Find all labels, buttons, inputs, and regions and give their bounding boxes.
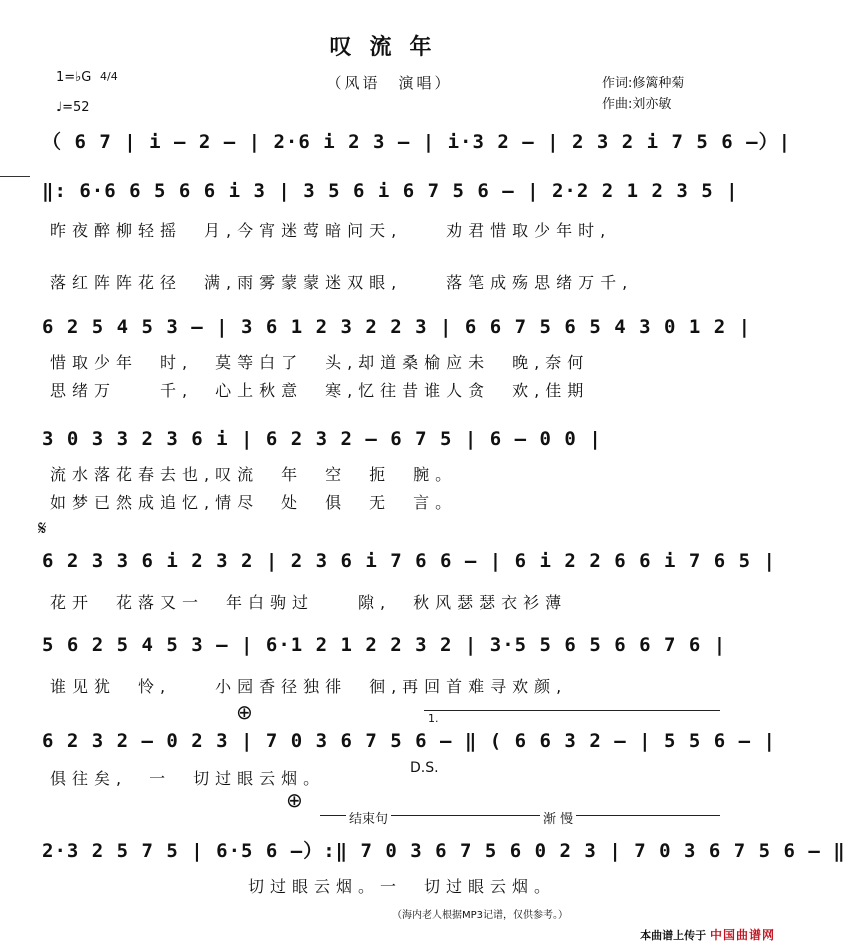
notation-row-8: 2·3 2 5 7 5 | 6·5 6 –）:‖ 7 0 3 6 7 5 6 0 2 3 | 7 0 3 6 7 5 6 – ‖ bbox=[42, 840, 846, 862]
notation-row-2: ‖: 6·6 6 5 6 6 i 3 | 3 5 6 i 6 7 5 6 – | 2·2 2 1 2 3 5 | bbox=[42, 180, 739, 202]
upload-label: 本曲谱上传于 bbox=[640, 929, 707, 942]
transcription-note: （海内老人根据MP3记谱，仅供参考。） bbox=[391, 910, 569, 921]
notation-row-4: 3 0 3 3 2 3 6 i | 6 2 3 2 – 6 7 5 | 6 – 0 0 | bbox=[42, 428, 602, 450]
margin-mark bbox=[0, 176, 30, 177]
tempo-marking: ♩=52 bbox=[56, 100, 90, 115]
lyric-row-3-verse-1: 惜取少年 时, 莫等白了 头,却道桑榆应未 晚,奈何 bbox=[50, 353, 590, 372]
key-signature: 1=♭G bbox=[56, 70, 92, 85]
dal-segno-marking: D.S. bbox=[410, 760, 439, 776]
notation-row-6: 5 6 2 5 4 5 3 – | 6·1 2 1 2 2 3 2 | 3·5 5 6 5 6 6 7 6 | bbox=[42, 634, 727, 656]
lyric-row-8: 切过眼云烟。一 切过眼云烟。 bbox=[50, 877, 557, 896]
coda-sign-2: ⊕ bbox=[286, 788, 303, 812]
ritardando-label: 渐 慢 bbox=[540, 808, 576, 827]
song-title: 叹流年 bbox=[329, 35, 450, 60]
lyric-row-2-verse-2: 落红阵阵花径 满,雨雾蒙蒙迷双眼, 落笔成殇思绪万千, bbox=[50, 273, 634, 292]
time-signature: 4/4 bbox=[100, 70, 118, 83]
composer-credit: 作曲:刘亦敏 bbox=[602, 97, 672, 112]
upload-credit bbox=[640, 926, 775, 943]
site-logo: 中国曲谱网 bbox=[709, 928, 775, 942]
notation-row-1: （ 6 7 | i – 2 – | 2·6 i 2 3 – | i·3 2 – | 2 3 2 i 7 5 6 –）| bbox=[42, 131, 792, 153]
notation-row-7: 6 2 3 2 – 0 2 3 | 7 0 3 6 7 5 6 – ‖ ( 6 6 3 2 – | 5 5 6 – | bbox=[42, 730, 776, 752]
notation-row-5: 6 2 3 3 6 i 2 3 2 | 2 3 6 i 7 6 6 – | 6 i 2 2 6 6 i 7 6 5 | bbox=[42, 550, 776, 572]
lyric-row-3-verse-2: 思绪万 千, 心上秋意 寒,忆往昔谁人贪 欢,佳期 bbox=[50, 381, 590, 400]
lyric-row-7: 俱往矣, 一 切过眼云烟。 bbox=[50, 769, 326, 788]
lyric-row-5: 花开 花落又一 年白驹过 隙, 秋风瑟瑟衣衫薄 bbox=[50, 593, 568, 612]
lyric-row-2-verse-1: 昨夜醉柳轻摇 月,今宵迷莺暗问天, 劝君惜取少年时, bbox=[50, 221, 612, 240]
volta-number: 1. bbox=[428, 712, 439, 725]
performer: （风语 演唱） bbox=[326, 74, 453, 92]
lyric-row-6: 谁见犹 怜, 小园香径独徘 徊,再回首难寻欢颜, bbox=[50, 677, 568, 696]
coda-sign-1: ⊕ bbox=[236, 700, 253, 724]
volta-bracket bbox=[424, 710, 720, 711]
lyric-row-4-verse-2: 如梦已然成追忆,情尽 处 俱 无 言。 bbox=[50, 493, 458, 512]
ending-label: 结束句 bbox=[346, 808, 391, 827]
lyric-row-4-verse-1: 流水落花春去也,叹流 年 空 扼 腕。 bbox=[50, 465, 458, 484]
lyricist-credit: 作词:修篱种菊 bbox=[602, 76, 685, 91]
notation-row-3: 6 2 5 4 5 3 – | 3 6 1 2 3 2 2 3 | 6 6 7 5 6 5 4 3 0 1 2 | bbox=[42, 316, 752, 338]
segno-sign: 𝄋 bbox=[38, 516, 47, 540]
